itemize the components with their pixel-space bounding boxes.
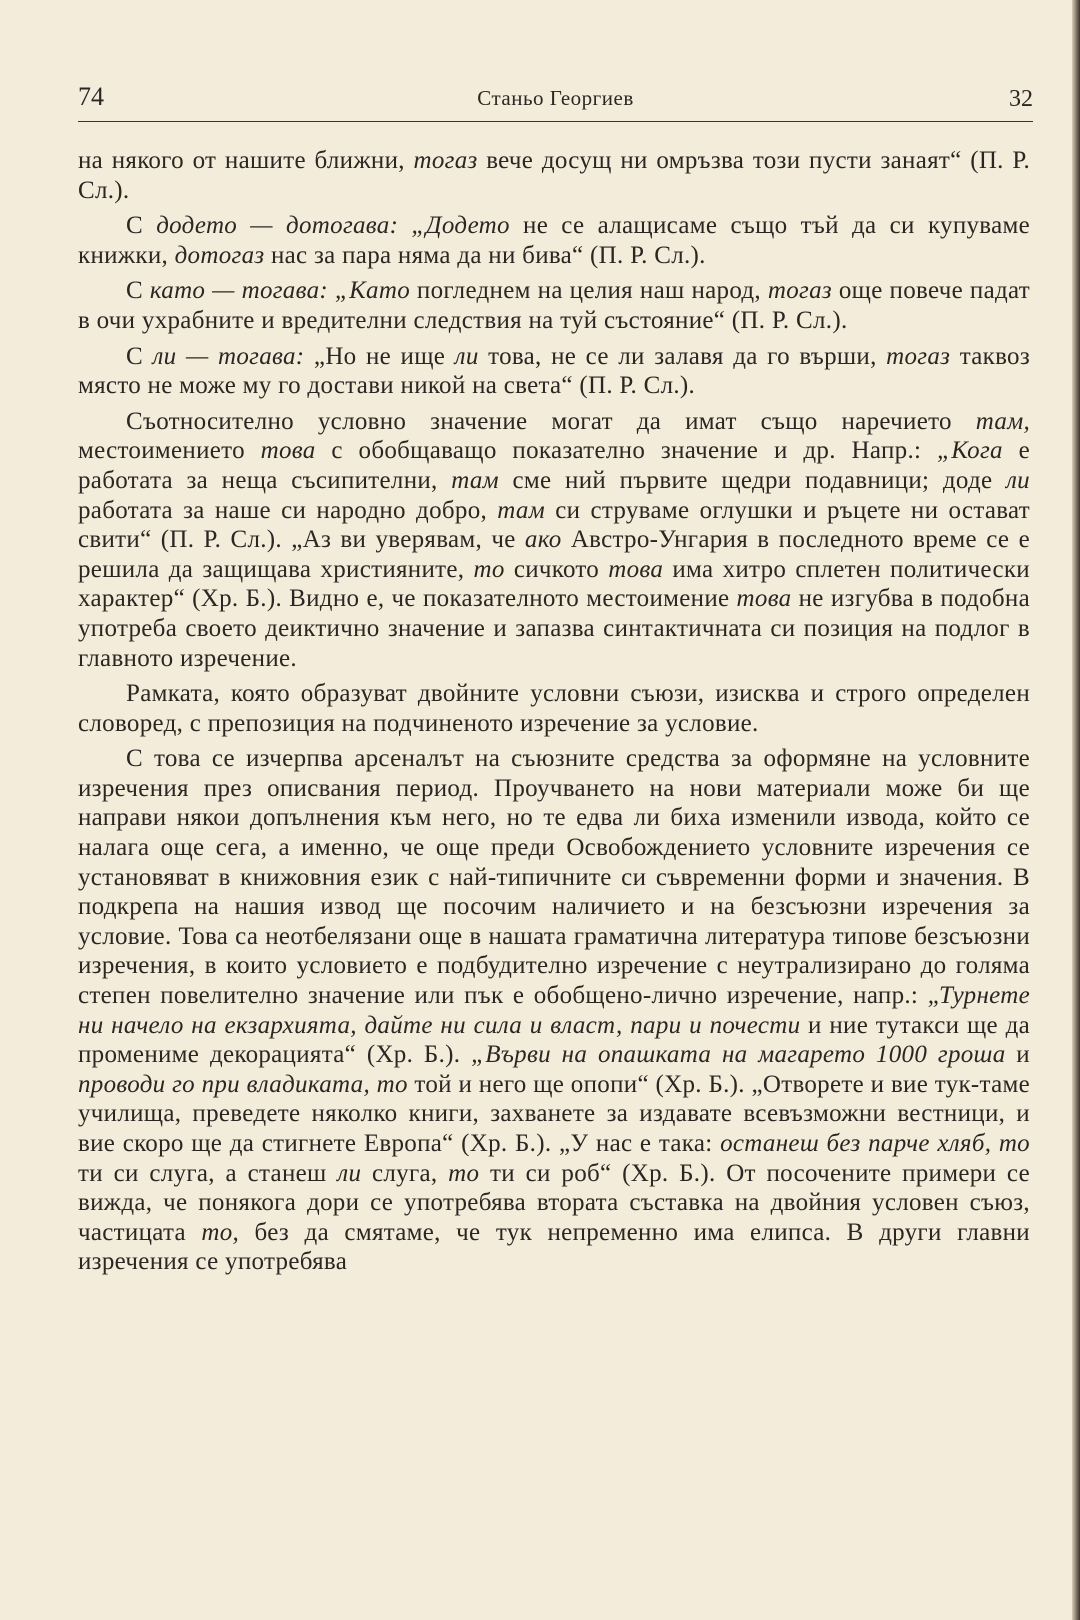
text-run: и ние тутакси ще да промениме декорацията“ (Хр. Б.). <box>78 1011 1030 1069</box>
example-text: дотогаз <box>174 241 265 269</box>
text-run: не изгубва в подобна употреба своето деиктично значение и запазва синтактичната си позиция на подлог в главното изречение. <box>78 585 1030 672</box>
text-run: сме ний първите щедри подавници; доде <box>498 466 1006 494</box>
paragraph <box>78 146 1030 205</box>
text-run: погледнем на целия наш народ, <box>410 277 768 305</box>
text-run: „Но не ище <box>304 342 455 370</box>
text-run: местоимението <box>78 437 261 465</box>
text-run: още повече падат в очи ухрабните и вредителни следствия на туй състояние“ (П. Р. Сл.). <box>78 277 1031 334</box>
text-run: нас за пара няма да ни бива“ (П. Р. Сл.). <box>264 241 706 269</box>
example-text: това <box>608 555 664 583</box>
example-text: проводи го при владиката, то <box>78 1070 408 1098</box>
text-run: и <box>1005 1041 1030 1069</box>
example-text: ли <box>1005 466 1030 494</box>
example-text: там, <box>975 407 1030 435</box>
text-run: ти си роб“ (Хр. Б.). От посочените примери се вижда, че понякога дори се употребява втората съставка на двойния условен съюз, частицата <box>78 1159 1031 1246</box>
example-text: „Турнете ни начело на екзархията, дайте ни сила и власт, пари и почести <box>78 982 1030 1039</box>
paragraph <box>78 407 1030 673</box>
example-text: ако <box>524 526 562 554</box>
text-run: С това се изчерпва арсеналът на съюзните средства за оформяне на условните изречения през описвания период. Проучването на нови материали може би ще направи някои допълнения към него, но те едва ли биха изменили извода, който се налага още сега, а именно, че още преди Освобождението условните изречения се установяват в книжовния език с най-типичните си съвременни форми и значения. В подкрепа на нашия извод ще посочим наличието и на безсъюзни изречения за условие. Това са неотбелязани още в нашата граматична литература типове безсъюзни изречения, в които условието е подбудително изречение с неутрализирано до голяма степен повелително значение или пък е обобщено-лично изречение, напр.: <box>78 745 1030 1010</box>
header-rule <box>78 121 1033 122</box>
example-text: ли <box>454 342 479 370</box>
paragraph <box>78 276 1030 335</box>
paragraph <box>78 744 1030 1277</box>
text-run: ти си слуга, а станеш <box>78 1159 338 1187</box>
example-text: то <box>473 555 505 583</box>
paragraph <box>78 342 1030 401</box>
text-run: не се алащисаме също тъй да си купуваме книжки, <box>78 212 1030 269</box>
paragraph <box>78 211 1030 270</box>
text-run: без да смятаме, че тук непременно има елипса. В други главни изречения се употребява <box>78 1218 1030 1276</box>
example-text: „Върви на опашката на магарето 1000 гроша <box>471 1041 1006 1069</box>
example-text: това <box>260 437 316 465</box>
example-text: като — тогава: „Като <box>149 277 410 305</box>
example-text: това <box>736 585 792 613</box>
page-number-left: 74 <box>78 82 104 111</box>
example-text: то, <box>201 1218 240 1246</box>
text-run: С <box>126 342 153 370</box>
example-text: тогаз <box>886 342 951 370</box>
text-run: Съотносително условно значение могат да имат също наречието <box>126 407 976 435</box>
example-text: то <box>448 1159 480 1187</box>
example-text: тогаз <box>767 277 832 305</box>
text-run: Австро-Унгария в последното време се е решила да защищава християните, <box>78 526 1030 583</box>
example-text: там <box>451 466 499 494</box>
text-run: работата за наше си народно добро, <box>78 496 498 524</box>
text-run: Рамката, която образуват двойните условни съюзи, изисква и строго определен словоред, с препозиция на подчиненото изречение за условие. <box>78 680 1030 737</box>
example-text: тогаз <box>413 147 478 174</box>
text-run: е работата за неща съсипителни, <box>78 437 1030 494</box>
text-run: си струваме оглушки и ръцете ни остават свити“ (П. Р. Сл.). „Аз ви уверявам, че <box>78 496 1030 554</box>
text-run: това, не се ли залавя да го върши, <box>478 342 887 370</box>
text-run: има хитро сплетен политически характер“ (Хр. Б.). Видно е, че показателното местоимение <box>78 555 1030 613</box>
text-run: той и него ще опопи“ (Хр. Б.). „Отворете и вие тук-таме училища, преведете няколко книги, захванете за издавате всевъзможни вестници, и вие скоро ще да стигнете Европа“ (Хр. Б.). „У нас е така: <box>78 1070 1030 1157</box>
body-text <box>78 146 1030 1283</box>
text-run: таквоз място не може му го достави никой на света“ (П. Р. Сл.). <box>78 342 1030 400</box>
example-text: ли <box>337 1159 362 1187</box>
paragraph <box>78 679 1030 738</box>
text-run: вече досущ ни омръзва този пусти занаят“ (П. Р. Сл.). <box>78 147 1031 204</box>
text-run: С <box>126 277 150 305</box>
text-run: слуга, <box>361 1159 449 1187</box>
page-number-right: 32 <box>1009 86 1033 112</box>
example-text: там <box>497 496 545 524</box>
example-text: ли — тогава: <box>152 342 305 370</box>
page-header <box>78 82 1033 116</box>
text-run: на някого от нашите ближни, <box>78 147 414 174</box>
running-head-author: Станьо Георгиев <box>477 86 634 110</box>
text-run: С <box>126 212 157 240</box>
text-run: сичкото <box>504 555 609 583</box>
example-text: додето — дотогава: „Додето <box>156 212 510 240</box>
text-run: с обобщаващо показателно значение и др. Напр.: <box>315 437 938 465</box>
example-text: „Кога <box>937 437 1003 465</box>
page-edge <box>1072 0 1080 1620</box>
example-text: останеш без парче хляб, то <box>720 1130 1030 1157</box>
